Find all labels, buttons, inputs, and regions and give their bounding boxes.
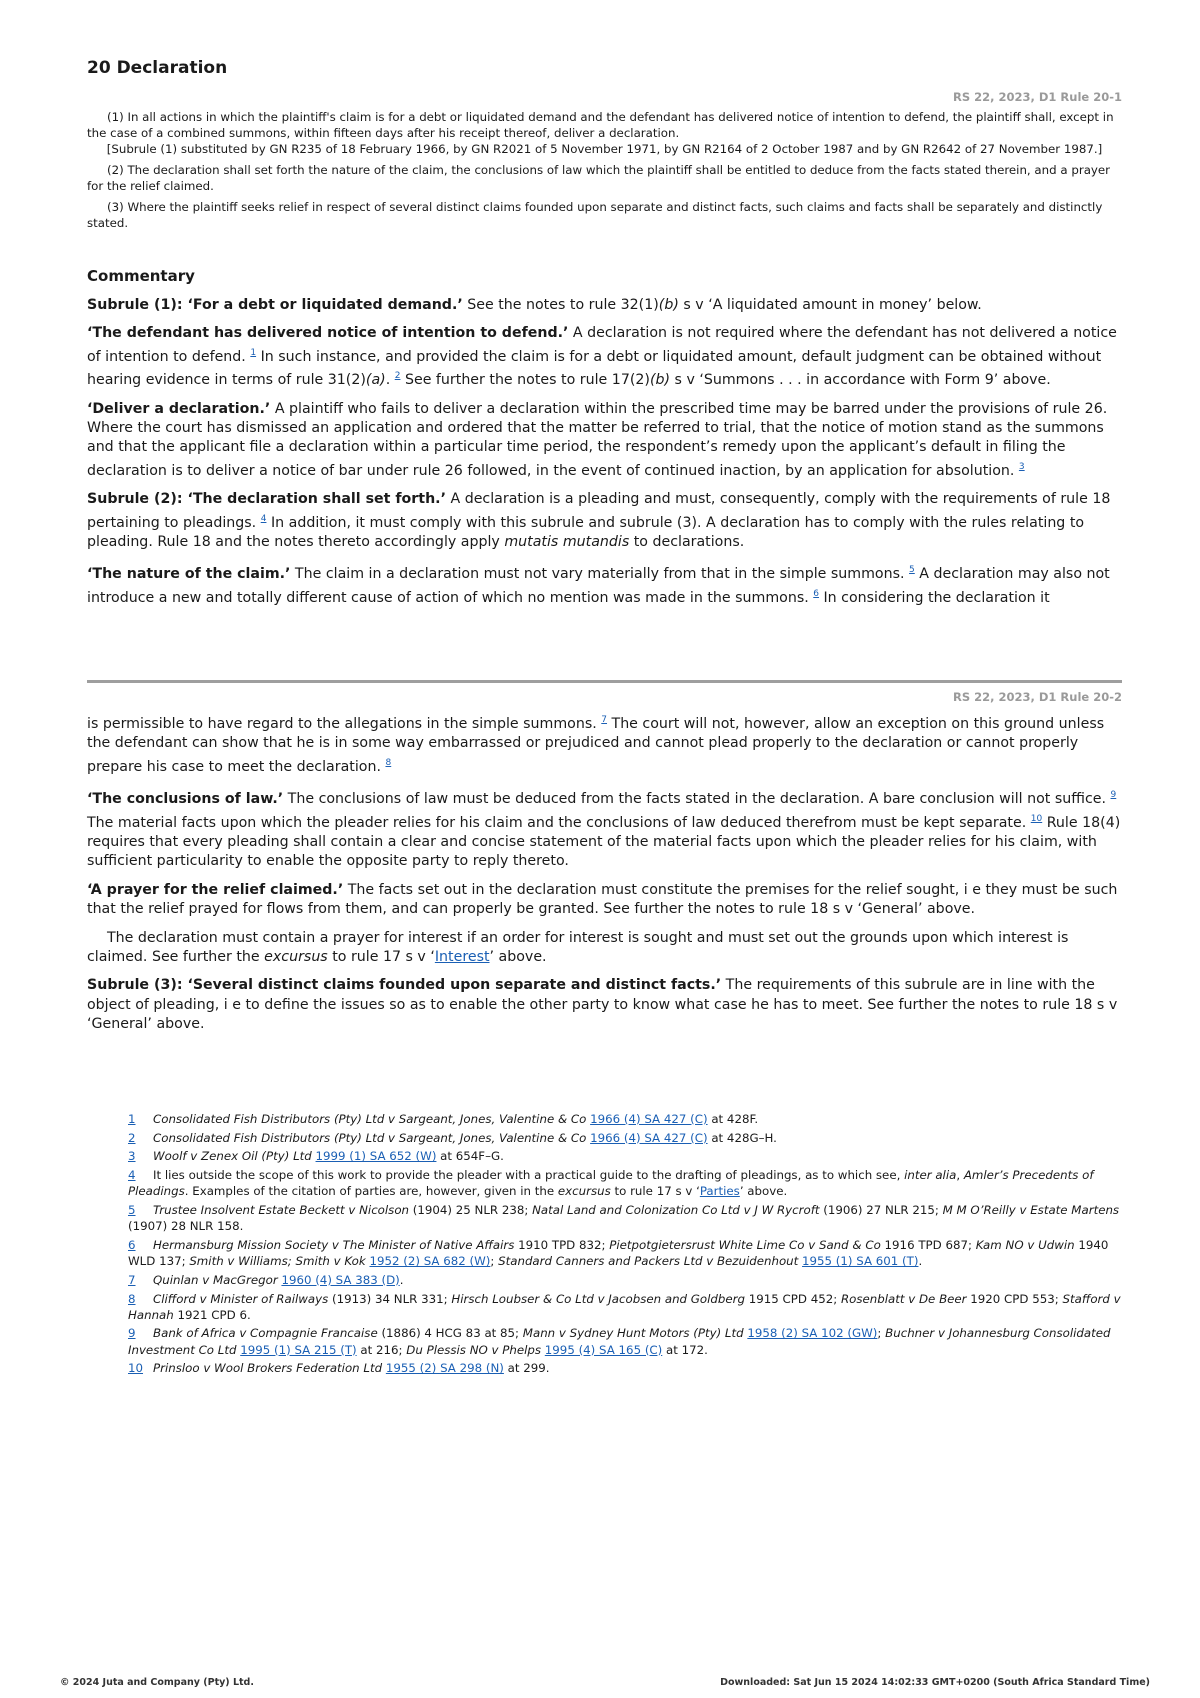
subrule-1-note: [Subrule (1) substituted by GN R235 of 18 February 1966, by GN R2021 of 5 November 1971, by GN R2164 of 2 October 1987 and by GN R2642 of 27 November 1987.]: [106, 142, 1103, 156]
para-subrule-2: Subrule (2): ‘The declaration shall set forth.’ A declaration is a pleading and must, consequently, comply with the requirements of rule 18 pertaining to pleadings. $^4$ In addition, it must comply with this subrule and subrule (3). A declaration has to comply with the rules relating to pleading. Rule 18 and the notes thereto accordingly apply mutatis mutandis to declarations.: [87, 491, 1111, 551]
commentary-heading: Commentary: [87, 267, 195, 285]
para-conclusions-of-law: ‘The conclusions of law.’ The conclusions of law must be deduced from the facts stated in the declaration. A bare conclusion will not suffice. $^9$ The material facts upon which the pleader relies for his claim and the conclusions of law deduced therefrom must be kept separate. $^{10}$ Rule 18(4) requires that every pleading shall contain a clear and concise statement of the material facts upon which the pleader relies for his claim, with sufficient particularity to enable the opposite party to reply thereto.: [87, 790, 1121, 870]
commentary-body-2: [87, 711, 1122, 1044]
rule-text: [87, 109, 1122, 231]
footnote-ref[interactable]: 5: [909, 565, 915, 576]
footnote-ref[interactable]: 10: [1030, 813, 1043, 824]
footnote-ref[interactable]: 4: [260, 513, 267, 524]
footnote-1: 1 Consolidated Fish Distributors (Pty) Ltd v Sargeant, Jones, Valentine & Co 1966 (4) SA 427 (C) at 428F.: [128, 1112, 759, 1126]
para-interest: The declaration must contain a prayer for interest if an order for interest is sought and must set out the grounds upon which interest is claimed. See further the excursus to rule 17 s v ‘Interest’ above.: [87, 929, 1069, 966]
subrule-1: (1) In all actions in which the plaintiff's claim is for a debt or liquidated demand and the defendant has delivered notice of intention to defend, the plaintiff shall, except in the case of a combined summons, within fifteen days after his receipt thereof, deliver a declaration.: [87, 110, 1114, 140]
footer-download-time: Downloaded: Sat Jun 15 2024 14:02:33 GMT+0200 (South Africa Standard Time): [720, 1677, 1150, 1688]
footnote-10: 10 Prinsloo v Wool Brokers Federation Ltd 1955 (2) SA 298 (N) at 299.: [128, 1361, 550, 1376]
footnote-ref[interactable]: 8: [385, 757, 392, 768]
footnote-ref[interactable]: 6: [813, 588, 819, 599]
footer-copyright: © 2024 Juta and Company (Pty) Ltd.: [60, 1677, 254, 1688]
section-heading: 20 Declaration: [87, 58, 228, 78]
footnote-ref[interactable]: 3: [1018, 461, 1025, 472]
interest-link[interactable]: Interest: [434, 949, 490, 966]
para-subrule-1: Subrule (1): ‘For a debt or liquidated demand.’ See the notes to rule 32(1)(b) s v ‘A liquidated amount in money’ below.: [87, 297, 982, 313]
footnote-2: 2 Consolidated Fish Distributors (Pty) Ltd v Sargeant, Jones, Valentine & Co 1966 (4) SA 427 (C) at 428G–H.: [128, 1130, 777, 1145]
page-label-2: RS 22, 2023, D1 Rule 20-2: [952, 690, 1122, 704]
para-prayer-for-relief: ‘A prayer for the relief claimed.’ The facts set out in the declaration must constitute the premises for the relief sought, i e they must be such that the relief prayed for flows from them, and can properly be granted. See further the notes to rule 18 s v ‘General’ above.: [87, 881, 1118, 918]
para-subrule-3: Subrule (3): ‘Several distinct claims founded upon separate and distinct facts.’ The requirements of this subrule are in line with the object of pleading, i e to define the issues so as to enable the other party to know what case he has to meet. See further the notes to rule 18 s v ‘General’ above.: [87, 977, 1118, 1033]
footnotes: [128, 1111, 1128, 1379]
footnote-ref[interactable]: 2: [394, 371, 401, 382]
footnote-ref[interactable]: 7: [601, 715, 608, 725]
commentary-body-1: [87, 296, 1122, 617]
para-notice-of-intention: ‘The defendant has delivered notice of intention to defend.’ A declaration is not required where the defendant has not delivered a notice of intention to defend. $^1$ In such instance, and provided the claim is for a debt or liquidated amount, default judgment can be obtained without hearing evidence in terms of rule 31(2)(a). $^2$ See further the notes to rule 17(2)(b) s v ‘Summons . . . in accordance with Form 9’ above.: [87, 325, 1117, 389]
footnote-4: 4 It lies outside the scope of this work to provide the pleader with a practical guide to the drafting of pleadings, as to which see, inter alia, Amler’s Precedents of Pleadings. Examples of the citation of parties are, however, given in the excursus to rule 17 s v ‘Parties’ above.: [128, 1168, 1094, 1199]
subrule-3: (3) Where the plaintiff seeks relief in respect of several distinct claims founded upon separate and distinct facts, such claims and facts shall be separately and distinctly stated.: [87, 200, 1103, 230]
footnote-ref[interactable]: 9: [1110, 790, 1117, 801]
para-deliver-declaration: ‘Deliver a declaration.’ A plaintiff who fails to deliver a declaration within the prescribed time may be barred under the provisions of rule 26. Where the court has dismissed an application and ordered that the matter be referred to trial, that the notice of motion stand as the summons and that the applicant file a declaration within a particular time period, the respondent’s remedy upon the applicant’s default in filing the declaration is to deliver a notice of bar under rule 26 followed, in the event of continued inaction, by an application for absolution. $^3$: [87, 400, 1108, 479]
footnote-8: 8 Clifford v Minister of Railways (1913) 34 NLR 331; Hirsch Loubser & Co Ltd v Jacobsen and Goldberg 1915 CPD 452; Rosenblatt v De Beer 1920 CPD 553; Stafford v Hannah 1921 CPD 6.: [128, 1291, 1121, 1322]
footnote-9: 9 Bank of Africa v Compagnie Francaise (1886) 4 HCG 83 at 85; Mann v Sydney Hunt Motors (Pty) Ltd 1958 (2) SA 102 (GW); Buchner v Johannesburg Consolidated Investment Co Ltd 1995 (1) SA 215 (T) at 216; Du Plessis NO v Phelps 1995 (4) SA 165 (C) at 172.: [128, 1326, 1111, 1357]
page-divider: [87, 680, 1122, 683]
footnote-ref[interactable]: 1: [250, 347, 257, 358]
para-nature-of-claim: ‘The nature of the claim.’ The claim in a declaration must not vary materially from that in the simple summons. $^5$ A declaration may also not introduce a new and totally different cause of action of which no mention was made in the summons. $^6$ In considering the declaration it: [87, 565, 1110, 606]
footnote-5: 5 Trustee Insolvent Estate Beckett v Nicolson (1904) 25 NLR 238; Natal Land and Colonization Co Ltd v J W Rycroft (1906) 27 NLR 215; M M O’Reilly v Estate Martens (1907) 28 NLR 158.: [128, 1203, 1120, 1234]
page-label-1: RS 22, 2023, D1 Rule 20-1: [952, 90, 1122, 104]
subrule-2: (2) The declaration shall set forth the nature of the claim, the conclusions of law which the plaintiff shall be entitled to deduce from the facts stated therein, and a prayer for the relief claimed.: [87, 163, 1111, 193]
footnote-3: 3 Woolf v Zenex Oil (Pty) Ltd 1999 (1) SA 652 (W) at 654F–G.: [128, 1149, 504, 1164]
footnote-6: 6 Hermansburg Mission Society v The Minister of Native Affairs 1910 TPD 832; Pietpotgietersrust White Lime Co v Sand & Co 1916 TPD 687; Kam NO v Udwin 1940 WLD 137; Smith v Williams; Smith v Kok 1952 (2) SA 682 (W); Standard Canners and Packers Ltd v Bezuidenhout 1955 (1) SA 601 (T).: [128, 1237, 1109, 1269]
footnote-7: 7 Quinlan v MacGregor 1960 (4) SA 383 (D).: [128, 1272, 404, 1287]
para-continued: is permissible to have regard to the allegations in the simple summons. $^7$ The court will not, however, allow an exception on this ground unless the defendant can show that he is in some way embarrassed or prejudiced and cannot plead properly to the declaration or cannot properly prepare his case to meet the declaration. $^8$: [87, 715, 1105, 775]
